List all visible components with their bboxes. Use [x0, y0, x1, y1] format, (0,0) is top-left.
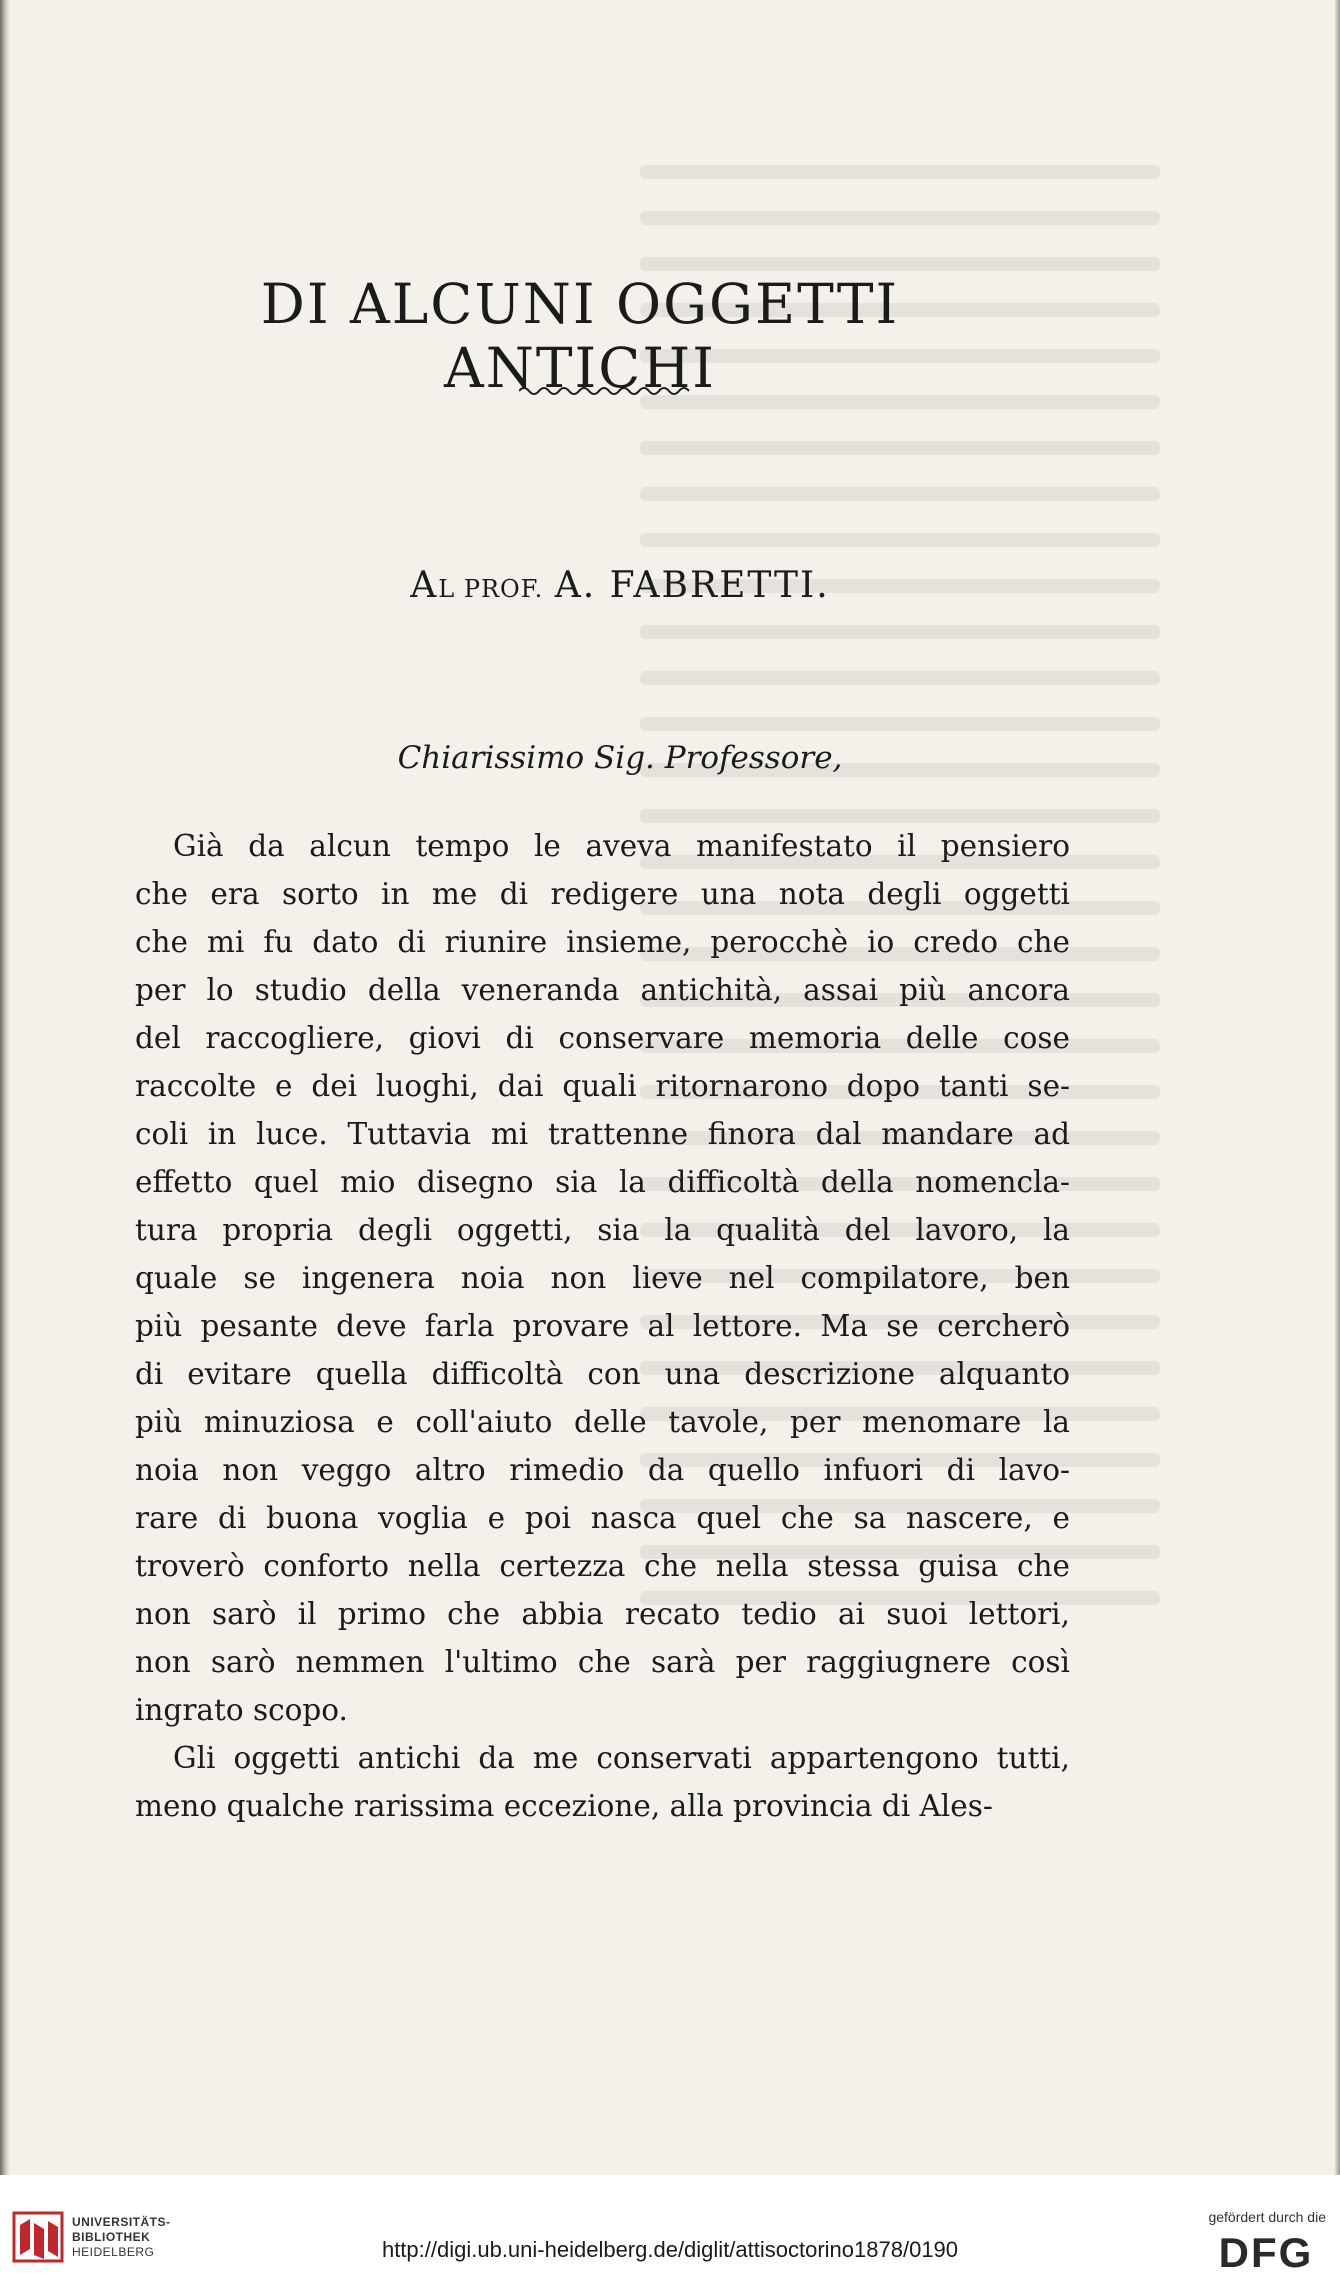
text-line: più minuziosa e coll'aiuto delle tavole, per menomare la — [135, 1405, 1070, 1439]
permalink-url[interactable]: http://digi.ub.uni-heidelberg.de/diglit/attisoctorino1878/0190 — [381, 2237, 959, 2262]
page-edge-shadow-left — [0, 0, 10, 2175]
addressee-line — [120, 565, 1120, 606]
paragraph — [135, 1734, 1070, 1830]
page-edge-shadow-right — [1334, 0, 1340, 2175]
library-name-line-1: UNIVERSITÄTS- — [72, 2215, 171, 2229]
addressee-prefix-initial: A — [410, 565, 439, 606]
text-line: Gli oggetti antichi da me conservati appartengono tutti, — [173, 1741, 1070, 1775]
library-name-line-2: BIBLIOTHEK — [72, 2230, 151, 2244]
text-line: coli in luce. Tuttavia mi trattenne finora dal mandare ad — [135, 1117, 1070, 1151]
text-line: meno qualche rarissima eccezione, alla provincia di Ales- — [135, 1789, 993, 1823]
text-line: tura propria degli oggetti, sia la qualità del lavoro, la — [135, 1213, 1070, 1247]
salutation: Chiarissimo Sig. Professore, — [397, 740, 843, 776]
wavy-ornament-divider — [519, 384, 691, 398]
sponsor-caption: gefördert durch die — [1208, 2209, 1326, 2225]
text-line: per lo studio della veneranda antichità, assai più ancora — [135, 973, 1070, 1007]
text-line: Già da alcun tempo le aveva manifestato il pensiero — [173, 829, 1070, 863]
text-line: che era sorto in me di redigere una nota degli oggetti — [135, 877, 1070, 911]
text-line: effetto quel mio disegno sia la difficoltà della nomencla- — [135, 1165, 1070, 1199]
text-line: noia non veggo altro rimedio da quello infuori di lavo- — [135, 1453, 1070, 1487]
footer-bar — [0, 2175, 1340, 2291]
text-line: ingrato scopo. — [135, 1693, 348, 1727]
text-line: di evitare quella difficoltà con una descrizione alquanto — [135, 1357, 1070, 1391]
text-line: troverò conforto nella certezza che nella stessa guisa che — [135, 1549, 1070, 1583]
body-text — [135, 822, 1070, 1830]
paragraph — [135, 822, 1070, 1734]
library-name-line-3: HEIDELBERG — [72, 2245, 155, 2259]
dfg-logo-text: DFG — [1218, 2231, 1314, 2271]
addressee-name: A. FABRETTI. — [554, 565, 830, 606]
addressee-prefix: L PROF. — [438, 575, 544, 603]
text-line: quale se ingenera noia non lieve nel compilatore, ben — [135, 1261, 1070, 1295]
article-title: DI ALCUNI OGGETTI ANTICHI — [260, 272, 900, 400]
text-line: rare di buona voglia e poi nasca quel che sa nascere, e — [135, 1501, 1070, 1535]
text-line: del raccogliere, giovi di conservare memoria delle cose — [135, 1021, 1070, 1055]
dfg-logo-icon — [1206, 2231, 1326, 2271]
text-line: non sarò nemmen l'ultimo che sarà per raggiugnere così — [135, 1645, 1070, 1679]
text-line: che mi fu dato di riunire insieme, perocchè io credo che — [135, 925, 1070, 959]
text-line: più pesante deve farla provare al lettore. Ma se cercherò — [135, 1309, 1070, 1343]
text-line: raccolte e dei luoghi, dai quali ritornarono dopo tanti se- — [135, 1069, 1070, 1103]
text-line: non sarò il primo che abbia recato tedio ai suoi lettori, — [135, 1597, 1070, 1631]
